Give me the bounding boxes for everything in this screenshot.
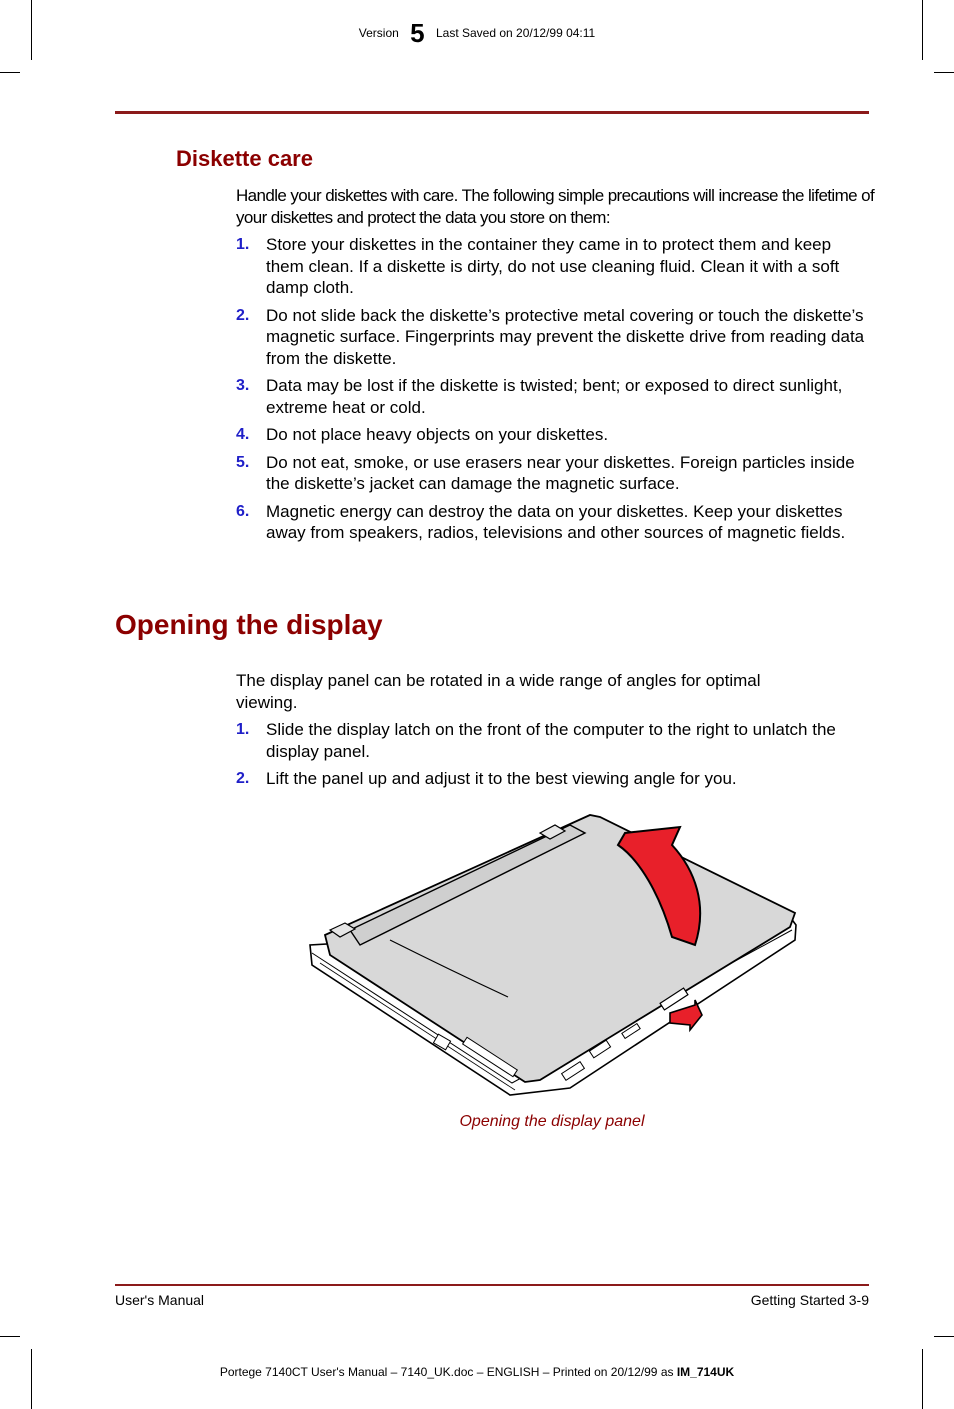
top-rule: [115, 111, 869, 114]
diskette-care-list: [236, 234, 871, 550]
opening-display-heading: Opening the display: [115, 609, 383, 640]
item-number: 3.: [236, 377, 250, 394]
crop-mark: [934, 72, 954, 73]
diskette-care-heading: Diskette care: [176, 146, 313, 171]
item-number: 1.: [236, 721, 250, 738]
footer-left: User's Manual: [115, 1292, 205, 1308]
list-item: [236, 501, 871, 544]
version-label: Version: [358, 25, 399, 40]
laptop-drawing: [300, 805, 810, 1100]
crop-mark: [0, 1336, 20, 1337]
version-number: 5: [410, 17, 425, 48]
diskette-intro: Handle your diskettes with care. The following simple precautions will increase the lifetime of your diskettes and protect the data you store on them:: [236, 186, 875, 227]
list-item: [236, 719, 871, 762]
crop-mark: [934, 1336, 954, 1337]
display-steps-list: [236, 719, 871, 796]
laptop-illustration: [300, 805, 810, 1100]
print-info-text: Portege 7140CT User's Manual – 7140_UK.doc – ENGLISH – Printed on 20/12/99 as: [219, 1365, 677, 1379]
last-saved: Last Saved on 20/12/99 04:11: [435, 25, 596, 40]
version-header: [0, 18, 954, 47]
item-text: Data may be lost if the diskette is twisted; bent; or exposed to direct sunlight, extreme heat or cold.: [266, 376, 843, 417]
item-text: Do not eat, smoke, or use erasers near your diskettes. Foreign particles inside the diskette’s jacket can damage the magnetic surface.: [266, 452, 855, 493]
bottom-rule: [115, 1284, 869, 1286]
item-number: 6.: [236, 502, 250, 520]
footer-right: Getting Started 3-9: [750, 1292, 869, 1308]
list-item: [236, 768, 871, 790]
display-intro: The display panel can be rotated in a wide range of angles for optimal viewing.: [236, 671, 761, 712]
crop-mark: [922, 1349, 923, 1409]
item-text: Magnetic energy can destroy the data on your diskettes. Keep your diskettes away from speakers, radios, televisions and other sources of magnetic fields.: [266, 501, 846, 542]
list-item: [236, 424, 871, 446]
list-item: [236, 452, 871, 495]
item-text: Lift the panel up and adjust it to the best viewing angle for you.: [266, 769, 737, 788]
item-text: Store your diskettes in the container they came in to protect them and keep them clean. If a diskette is dirty, do not use cleaning fluid. Clean it with a soft damp cloth.: [266, 235, 840, 297]
item-number: 4.: [236, 426, 250, 443]
item-text: Slide the display latch on the front of the computer to the right to unlatch the display panel.: [266, 720, 836, 761]
list-item: [236, 234, 871, 299]
list-item: [236, 305, 871, 370]
item-number: 2.: [236, 770, 250, 787]
item-text: Do not slide back the diskette’s protective metal covering or touch the diskette’s magnetic surface. Fingerprints may prevent the diskette drive from reading data from the diskette.: [266, 305, 865, 368]
item-number: 1.: [236, 236, 250, 253]
list-item: [236, 375, 871, 418]
figure-caption: Opening the display panel: [459, 1113, 645, 1130]
crop-mark: [31, 1349, 32, 1409]
crop-mark: [0, 72, 20, 73]
print-info: [0, 1365, 954, 1379]
item-text: Do not place heavy objects on your diskettes.: [266, 425, 609, 444]
item-number: 5.: [236, 453, 250, 471]
item-number: 2.: [236, 306, 250, 324]
print-code: IM_714UK: [676, 1365, 735, 1379]
